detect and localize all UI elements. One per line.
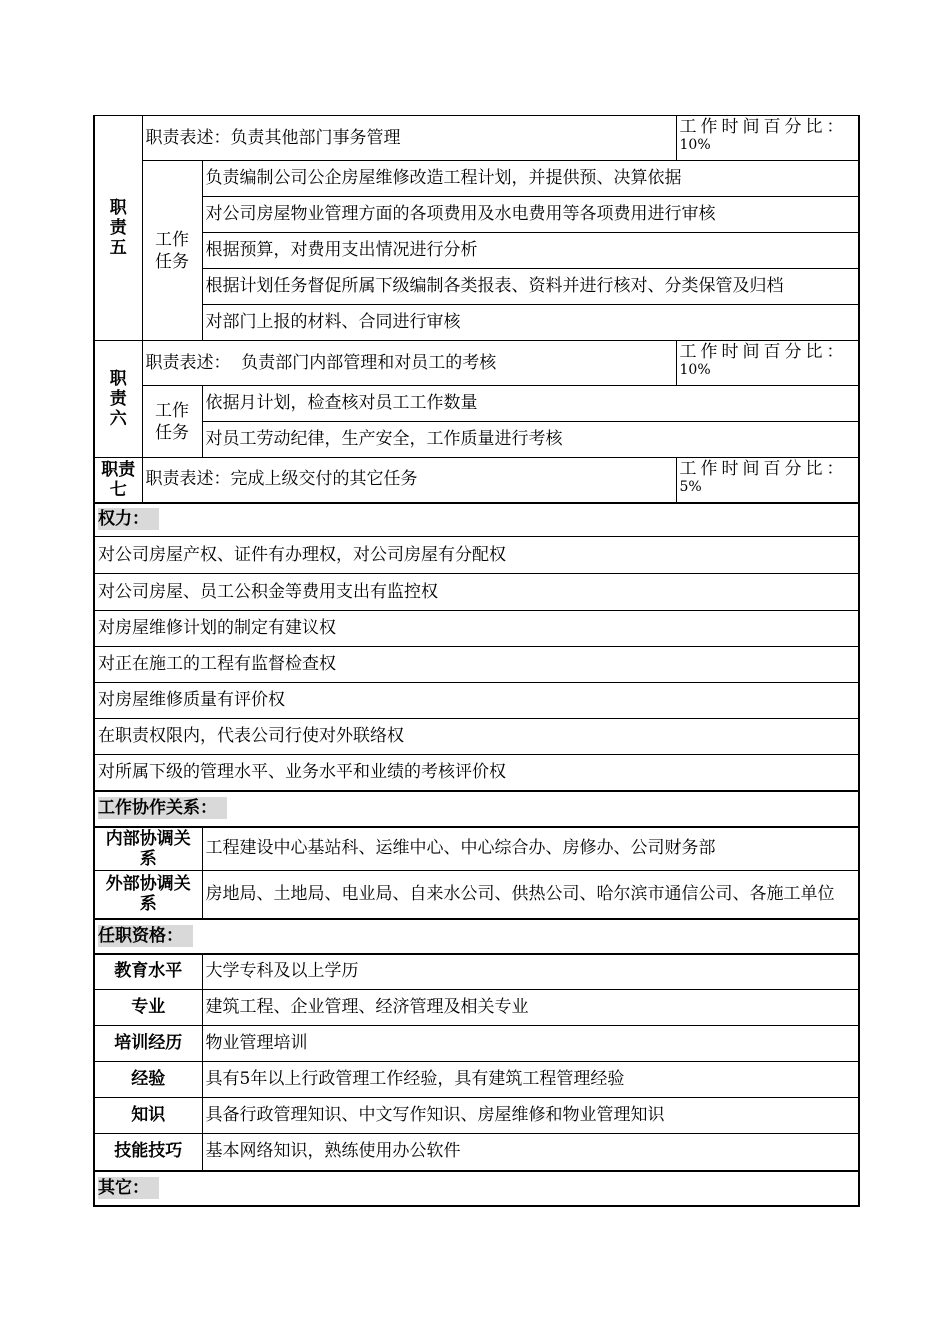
qualification-row (94, 1134, 859, 1171)
duty6-task-row (94, 386, 859, 422)
duty6-task-row (94, 422, 859, 458)
power-item-6: 在职责权限内，代表公司行使对外联络权 (94, 719, 859, 755)
external-relations-value: 房地局、土地局、电业局、自来水公司、供热公司、哈尔滨市通信公司、各施工单位 (202, 871, 859, 919)
qualification-row (94, 1026, 859, 1062)
duty5-task-row (94, 305, 859, 341)
power-row (94, 755, 859, 791)
duty5-task-5: 对部门上报的材料、合同进行审核 (202, 305, 859, 341)
power-item-1: 对公司房屋产权、证件有办理权，对公司房屋有分配权 (94, 537, 859, 574)
power-row (94, 683, 859, 719)
duty6-task-label: 工作 任务 (142, 386, 202, 458)
duty6-task-1: 依据月计划，检查核对员工工作数量 (202, 386, 859, 422)
experience-value: 具有5年以上行政管理工作经验，具有建筑工程管理经验 (202, 1062, 859, 1098)
duty5-task-row (94, 197, 859, 233)
education-value: 大学专科及以上学历 (202, 954, 859, 990)
duty5-task-row (94, 161, 859, 197)
duty5-task-row (94, 233, 859, 269)
duty6-task-2: 对员工劳动纪律，生产安全，工作质量进行考核 (202, 422, 859, 458)
duty5-pct-value: 10% (679, 137, 711, 153)
duty5-pct-cell (676, 116, 859, 161)
power-row (94, 647, 859, 683)
duty7-row (94, 458, 859, 503)
knowledge-label: 知识 (94, 1098, 202, 1134)
power-row (94, 611, 859, 647)
qualification-row (94, 990, 859, 1026)
duty5-pct-label: 工作时间百分比： (679, 117, 848, 137)
qualification-title: 任职资格： (98, 925, 193, 947)
duty5-desc-row (94, 116, 859, 161)
duty5-label: 职 责 五 (94, 116, 142, 341)
power-item-5: 对房屋维修质量有评价权 (94, 683, 859, 719)
duty7-pct-value: 5% (679, 479, 702, 495)
duty6-pct-cell (676, 341, 859, 386)
relations-section-header (94, 791, 859, 827)
skills-value: 基本网络知识，熟练使用办公软件 (202, 1134, 859, 1171)
job-description-table (93, 115, 860, 1207)
duty5-task-row (94, 269, 859, 305)
duty5-task-4: 根据计划任务督促所属下级编制各类报表、资料并进行核对、分类保管及归档 (202, 269, 859, 305)
duty6-pct-label: 工作时间百分比： (679, 342, 848, 362)
external-relations-label: 外部协调关 系 (94, 871, 202, 919)
duty5-task-label: 工作 任务 (142, 161, 202, 341)
qualification-row (94, 1098, 859, 1134)
job-description-document (93, 115, 858, 1207)
knowledge-value: 具备行政管理知识、中文写作知识、房屋维修和物业管理知识 (202, 1098, 859, 1134)
duty7-desc: 职责表述：完成上级交付的其它任务 (142, 458, 676, 503)
training-label: 培训经历 (94, 1026, 202, 1062)
power-item-7: 对所属下级的管理水平、业务水平和业绩的考核评价权 (94, 755, 859, 791)
power-item-3: 对房屋维修计划的制定有建议权 (94, 611, 859, 647)
duty5-task-1: 负责编制公司公企房屋维修改造工程计划，并提供预、决算依据 (202, 161, 859, 197)
duty6-desc-row (94, 341, 859, 386)
major-value: 建筑工程、企业管理、经济管理及相关专业 (202, 990, 859, 1026)
power-title: 权力： (98, 508, 159, 530)
duty7-pct-label: 工作时间百分比： (679, 459, 848, 479)
training-value: 物业管理培训 (202, 1026, 859, 1062)
qualification-row (94, 954, 859, 990)
power-item-4: 对正在施工的工程有监督检查权 (94, 647, 859, 683)
other-title: 其它： (98, 1177, 159, 1199)
education-label: 教育水平 (94, 954, 202, 990)
internal-relations-value: 工程建设中心基站科、运维中心、中心综合办、房修办、公司财务部 (202, 827, 859, 871)
skills-label: 技能技巧 (94, 1134, 202, 1171)
duty6-desc: 职责表述： 负责部门内部管理和对员工的考核 (142, 341, 676, 386)
internal-relations-row (94, 827, 859, 871)
power-item-2: 对公司房屋、员工公积金等费用支出有监控权 (94, 574, 859, 611)
other-section-header (94, 1171, 859, 1206)
duty6-pct-value: 10% (679, 362, 711, 378)
duty5-task-2: 对公司房屋物业管理方面的各项费用及水电费用等各项费用进行审核 (202, 197, 859, 233)
duty5-task-3: 根据预算，对费用支出情况进行分析 (202, 233, 859, 269)
qualification-row (94, 1062, 859, 1098)
duty7-label: 职责 七 (94, 458, 142, 503)
experience-label: 经验 (94, 1062, 202, 1098)
major-label: 专业 (94, 990, 202, 1026)
power-row (94, 574, 859, 611)
duty7-pct-cell (676, 458, 859, 503)
qualification-section-header (94, 919, 859, 954)
duty6-label: 职 责 六 (94, 341, 142, 458)
power-row (94, 719, 859, 755)
duty5-desc: 职责表述：负责其他部门事务管理 (142, 116, 676, 161)
power-row (94, 537, 859, 574)
power-section-header (94, 503, 859, 537)
relations-title: 工作协作关系： (98, 797, 227, 819)
internal-relations-label: 内部协调关 系 (94, 827, 202, 871)
external-relations-row (94, 871, 859, 919)
